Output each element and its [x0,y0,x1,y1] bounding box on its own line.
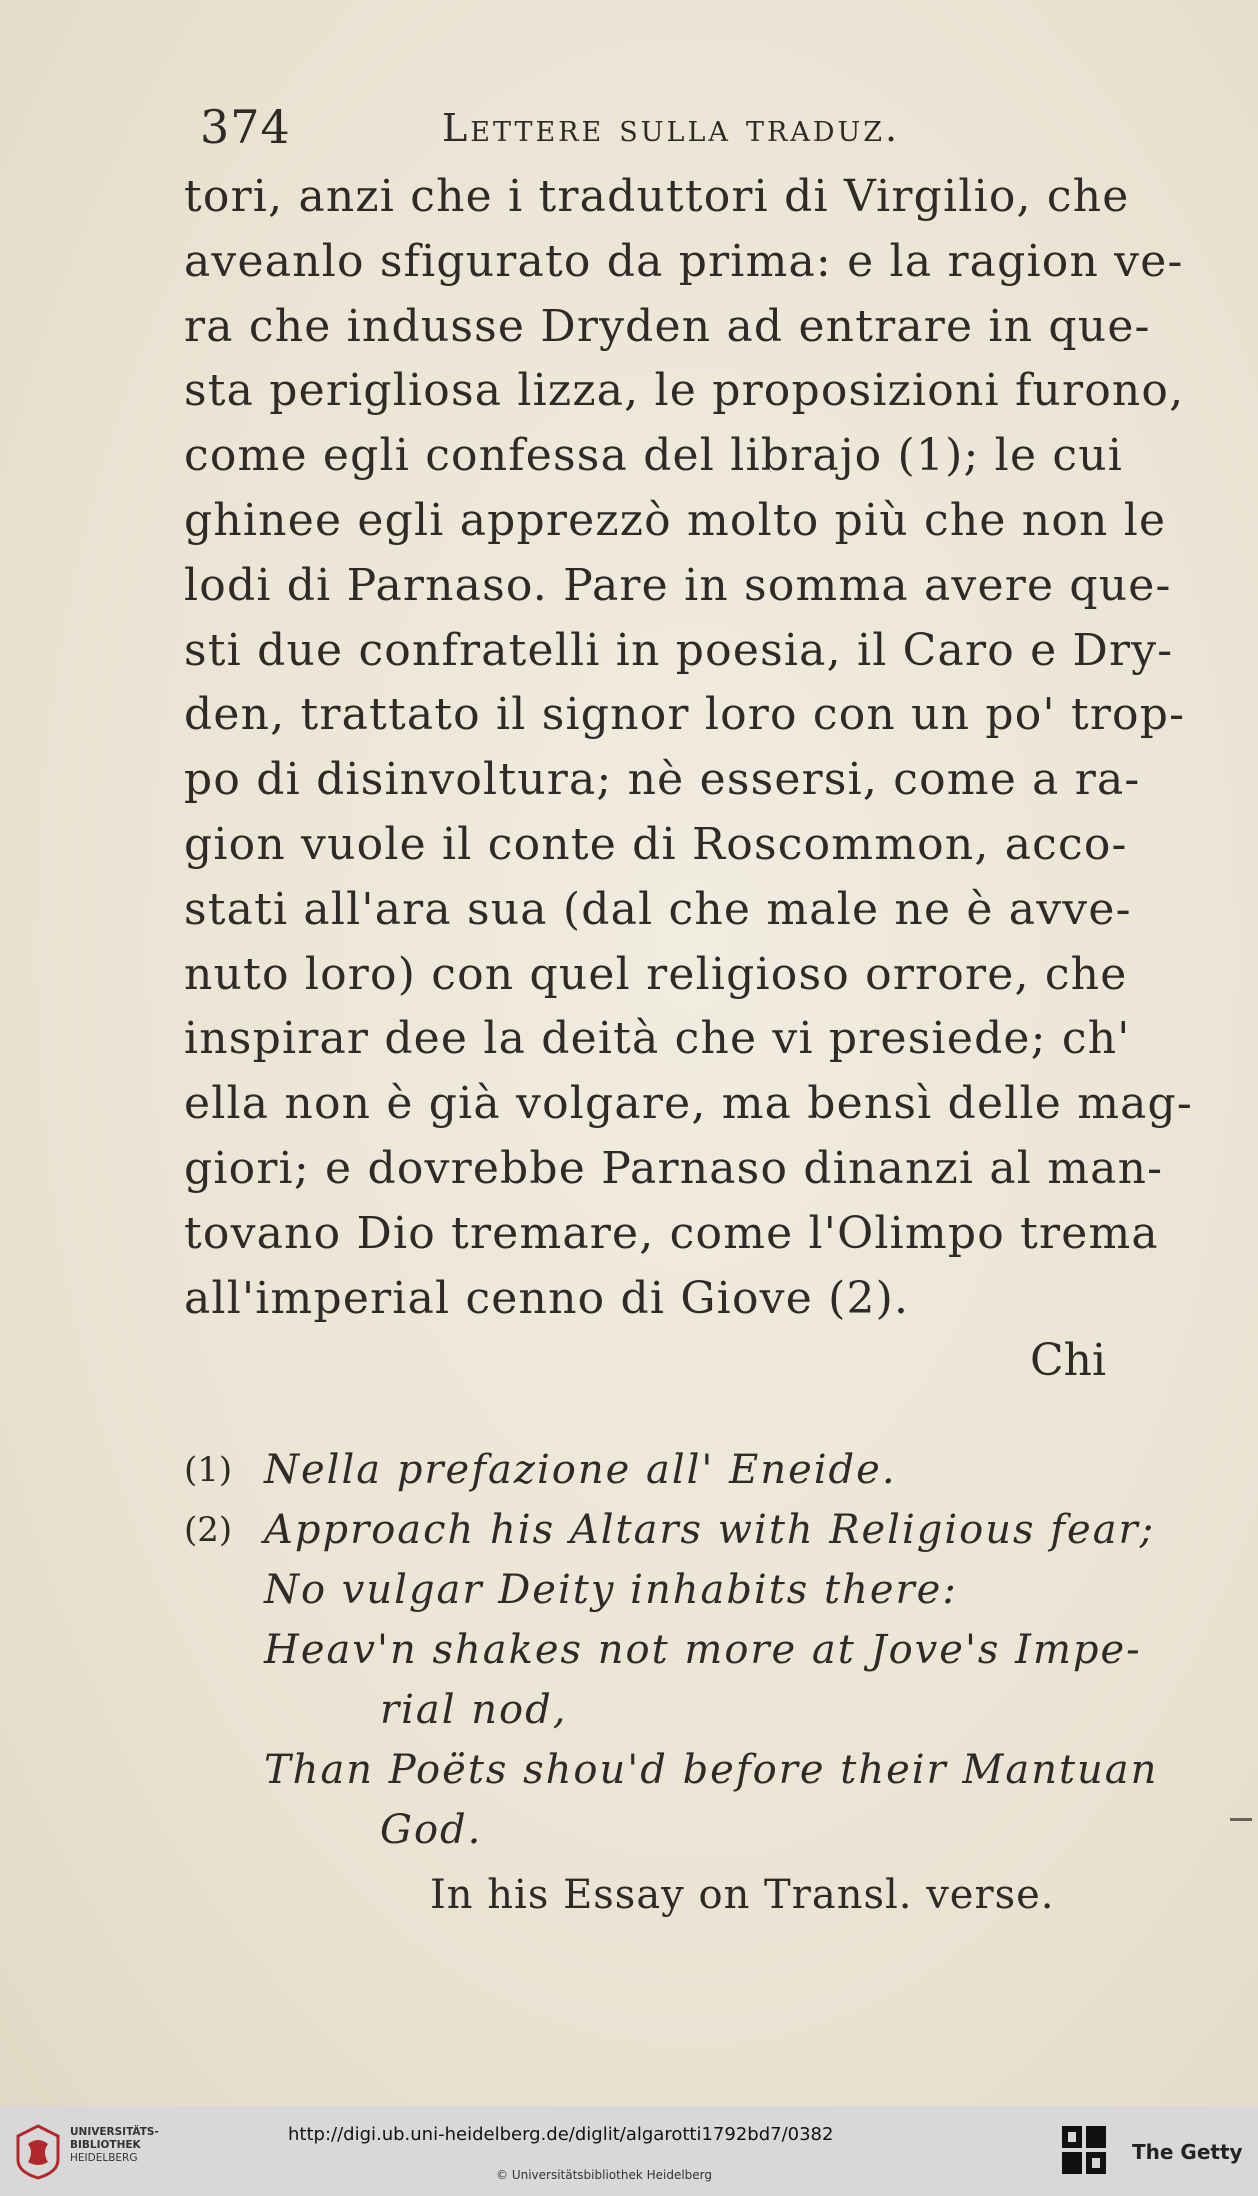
text-line: inspirar dee la deità che vi presiede; ch' [184,1013,1131,1065]
text-line: tori, anzi che i traduttori di Virgilio, che [184,171,1130,222]
margin-mark [1230,1818,1252,1821]
verse-line: rial nod, [380,1687,568,1733]
main-text [184,165,1193,1331]
verse-line: Heav'n shakes not more at Jove's Impe- [264,1627,1142,1673]
copyright-notice: © Universitätsbibliothek Heidelberg [496,2168,713,2182]
text-line: po di disinvoltura; nè essersi, come a ra- [184,754,1141,806]
viewer-footer [0,2106,1258,2196]
text-line: giori; e dovrebbe Parnaso dinanzi al man- [184,1142,1164,1194]
partner-name: The Getty [1132,2140,1243,2164]
text-line: aveanlo sfigurato da prima: e la ragion ve- [184,235,1184,287]
institution-name [70,2126,159,2165]
institution-line: UNIVERSITÄTS- [70,2126,159,2138]
verse-line: Than Poëts shou'd before their Mantuan [264,1747,1159,1793]
footnote-mark: (1) [184,1450,233,1490]
text-line: ella non è già volgare, ma bensì delle mag- [184,1078,1193,1130]
page-header [200,100,1200,160]
text-line: stati all'ara sua (dal che male ne è avve- [184,883,1132,935]
permalink-url[interactable]: http://digi.ub.uni-heidelberg.de/diglit/algarotti1792bd7/0382 [288,2124,834,2145]
running-title: Lettere sulla traduz. [442,106,901,150]
institution-line: HEIDELBERG [70,2152,138,2164]
text-line: ghinee egli apprezzò molto più che non le [184,494,1167,546]
text-line: sti due confratelli in poesia, il Caro e Dry- [184,624,1174,676]
text-line: nuto loro) con quel religioso orrore, che [184,948,1128,1000]
footnote-mark: (2) [184,1510,233,1550]
institution-line: BIBLIOTHEK [70,2139,141,2151]
text-line: sta perigliosa lizza, le proposizioni furono, [184,365,1185,417]
footnote-2 [184,1500,1184,1560]
text-line: gion vuole il conte di Roscommon, acco- [184,818,1128,870]
text-line: all'imperial cenno di Giove (2). [184,1272,910,1324]
footnotes [184,1440,1184,1930]
footnote-text: Nella prefazione all' Eneide. [264,1447,897,1493]
footnote-1 [184,1440,1184,1500]
verse-line: No vulgar Deity inhabits there: [264,1567,958,1613]
catchword: Chi [1030,1335,1107,1386]
getty-logo-icon [1058,2122,1110,2180]
text-line: ra che indusse Dryden ad entrare in que- [184,300,1151,352]
text-line: den, trattato il signor loro con un po' trop- [184,689,1186,741]
verse-line: Approach his Altars with Religious fear; [264,1507,1156,1553]
university-seal-icon [12,2122,64,2180]
text-line: come egli confessa del librajo (1); le cui [184,430,1124,482]
footnote-attribution: In his Essay on Transl. verse. [430,1872,1055,1918]
verse-line: God. [380,1807,483,1853]
page-number: 374 [200,100,291,154]
text-line: tovano Dio tremare, come l'Olimpo trema [184,1207,1159,1259]
text-line: lodi di Parnaso. Pare in somma avere que- [184,559,1172,611]
